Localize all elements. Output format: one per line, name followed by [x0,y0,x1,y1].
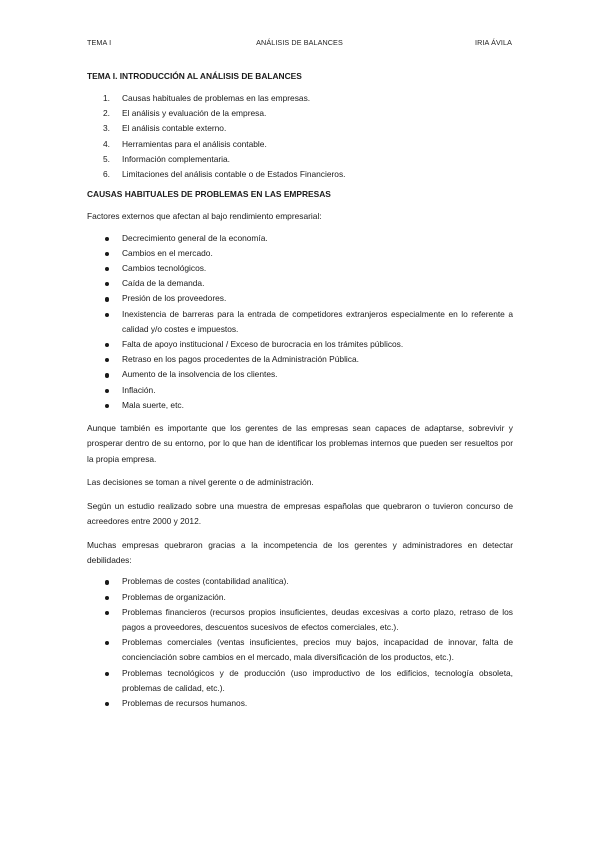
contents-item-text: Causas habituales de problemas en las empresas. [122,93,311,103]
paragraph-decisions: Las decisiones se toman a nivel gerente o de administración. [87,477,314,488]
contents-item-number: 2. [103,108,110,119]
bullet-icon [105,702,109,706]
contents-item [87,152,513,167]
contents-item-text: Limitaciones del análisis contable o de Estados Financieros. [122,169,346,180]
list-item-text: Retraso en los pagos procedentes de la Administración Pública. [122,354,359,365]
list-item-text: Cambios en el mercado. [122,247,213,258]
list-item [87,307,513,337]
bullet-icon [105,404,109,408]
list-item [87,590,513,605]
list-item-text: Presión de los proveedores. [122,293,227,304]
list-item [87,605,513,635]
bullet-icon [105,596,109,600]
bullet-icon [105,267,109,271]
contents-item-number: 3. [103,123,110,134]
list-item [87,398,513,413]
bullet-icon [105,641,109,645]
bullet-icon [105,252,109,256]
bullet-icon [105,611,109,615]
document-body [87,70,513,711]
list-item [87,291,513,306]
bullet-icon [105,237,109,241]
contents-item [87,137,513,152]
list-item-text: Decrecimiento general de la economía. [122,232,268,243]
bullet-icon [105,373,109,377]
header-subject: ANÁLISIS DE BALANCES [256,38,343,47]
paragraph-weaknesses-intro: Muchas empresas quebraron gracias a la incompetencia de los gerentes y administradores en detectar debilidades: [87,539,513,565]
paragraph-adaptation: Aunque también es importante que los gerentes de las empresas sean capaces de adaptarse, sobrevivir y prosperar dentro de su entorno, por lo que han de identificar los problemas internos que pueden ser resueltos por la propia empresa. [87,423,513,464]
contents-item [87,167,513,182]
list-item [87,635,513,665]
list-item-text: Caída de la demanda. [122,278,205,289]
contents-item-text: El análisis y evaluación de la empresa. [122,108,267,119]
list-item-text: Falta de apoyo institucional / Exceso de burocracia en los trámites públicos. [122,339,404,350]
list-item-text: Problemas de costes (contabilidad analítica). [122,576,289,587]
list-item-text: Cambios tecnológicos. [122,263,207,274]
list-item-text: Problemas comerciales (ventas insuficientes, precios muy bajos, incapacidad de innovar, falta de concienciación sobre cambios en el mercado, mala diversificación de los productos, etc.). [122,637,513,663]
list-item [87,337,513,352]
paragraph-study: Según un estudio realizado sobre una muestra de empresas españolas que quebraron o tuvieron concurso de acreedores entre 2000 y 2012. [87,500,513,527]
list-item-text: Problemas financieros (recursos propios insuficientes, deudas excesivas a corto plazo, retraso de los pagos a proveedores, descuentos sucesivos de efectos comerciales, etc.). [122,606,513,632]
bullet-icon [105,343,109,347]
bullet-icon [105,672,109,676]
list-item [87,246,513,261]
weaknesses-list [87,574,513,711]
list-item [87,696,513,711]
contents-item-text: Información complementaria. [122,153,230,164]
list-item [87,352,513,367]
list-item-text: Aumento de la insolvencia de los clientes. [122,369,278,380]
page-title: TEMA I. INTRODUCCIÓN AL ANÁLISIS DE BALANCES [87,71,302,81]
list-item-text: Problemas tecnológicos y de producción (uso improductivo de los edificios, tecnología obsoleta, problemas de calidad, etc.). [122,667,513,693]
list-item [87,574,513,589]
contents-item-text: Herramientas para el análisis contable. [122,138,267,149]
contents-item [87,121,513,136]
list-item-text: Problemas de recursos humanos. [122,697,248,708]
bullet-icon [105,282,109,286]
list-item-text: Problemas de organización. [122,591,226,602]
external-factors-list [87,231,513,413]
bullet-icon [105,313,109,317]
list-item [87,383,513,398]
list-item [87,276,513,291]
contents-item-text: El análisis contable externo. [122,123,227,134]
section-title: CAUSAS HABITUALES DE PROBLEMAS EN LAS EMPRESAS [87,189,331,200]
header-topic: TEMA I [87,38,112,47]
contents-item [87,106,513,121]
bullet-icon [105,297,109,301]
contents-item-number: 1. [103,93,110,103]
list-item [87,367,513,382]
bullet-icon [105,389,109,393]
header-author: IRIA ÁVILA [475,38,512,47]
list-item-text: Mala suerte, etc. [122,399,184,410]
list-item-text: Inflación. [122,384,156,395]
contents-item-number: 6. [103,169,110,180]
contents-list [87,91,513,182]
contents-item [87,91,513,106]
contents-item-number: 4. [103,138,110,149]
bullet-icon [105,580,109,584]
bullet-icon [105,358,109,362]
list-item [87,261,513,276]
list-item [87,231,513,246]
contents-item-number: 5. [103,153,110,164]
list-item [87,666,513,696]
external-factors-intro: Factores externos que afectan al bajo rendimiento empresarial: [87,211,322,222]
list-item-text: Inexistencia de barreras para la entrada de competidores extranjeros especialmente en lo referente a calidad y/o costes e impuestos. [122,308,513,334]
